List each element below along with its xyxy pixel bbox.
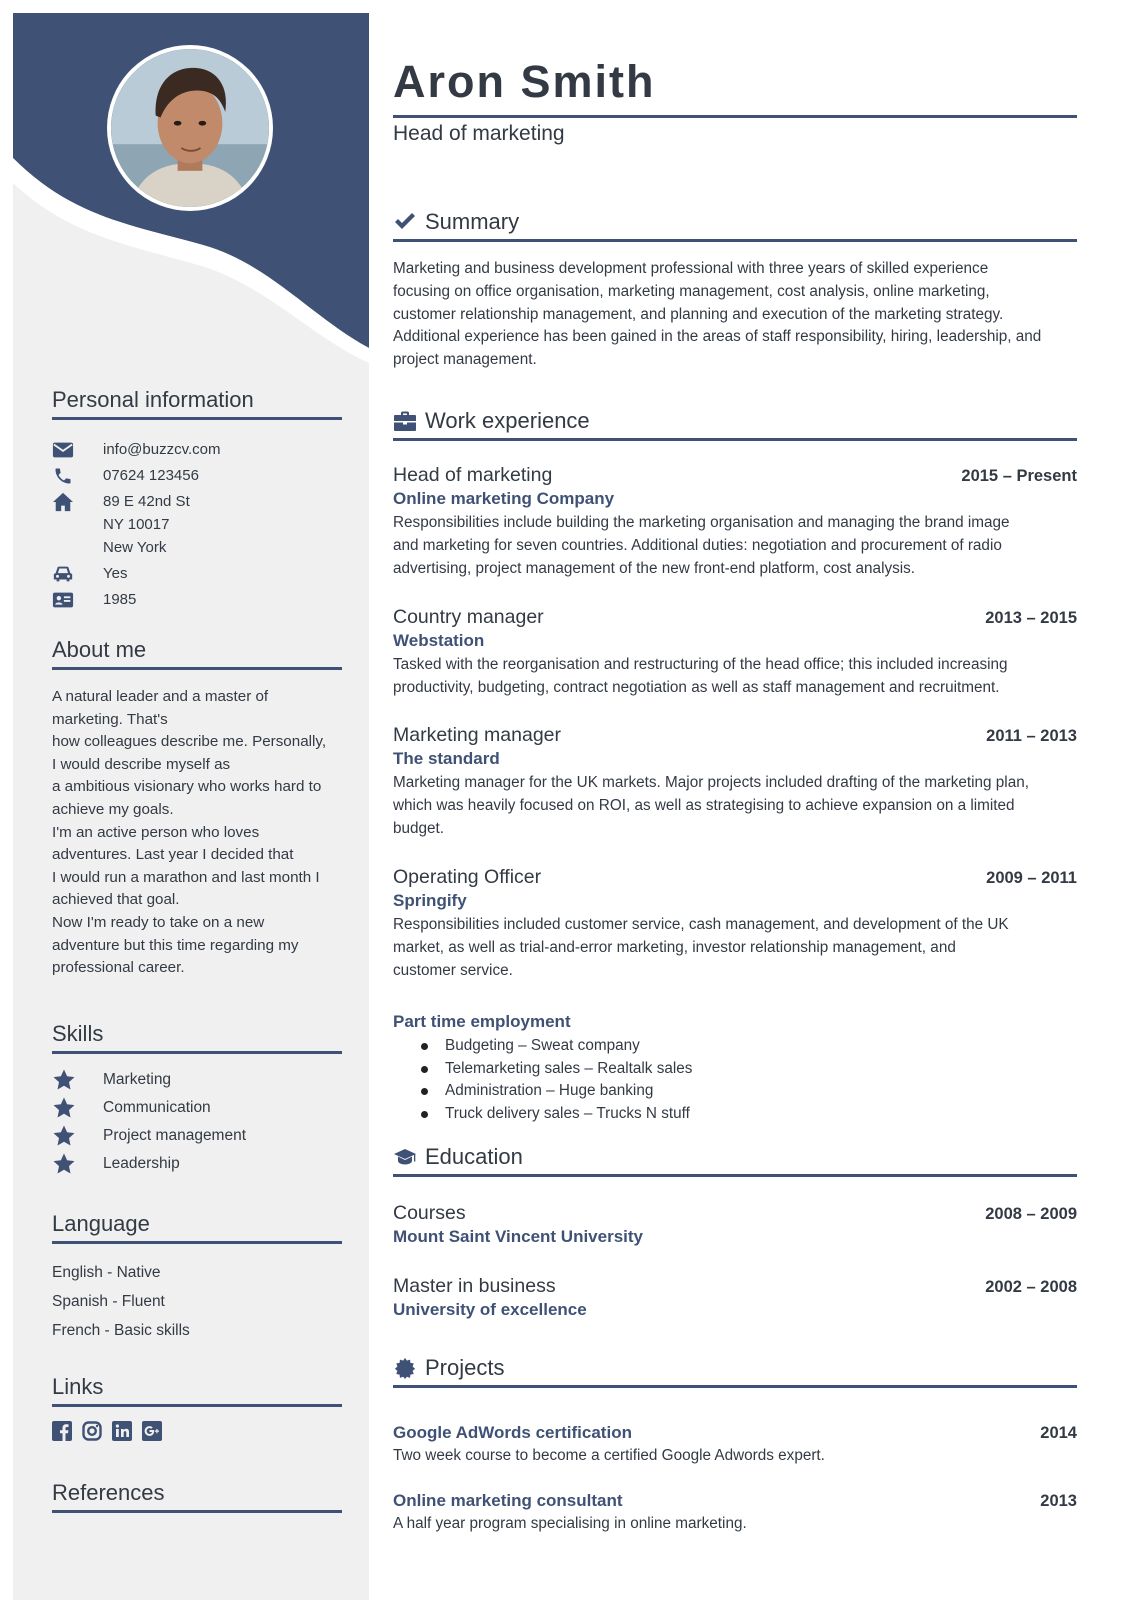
- driving-license-row: [52, 562, 342, 585]
- job-description-line: customer service.: [393, 961, 513, 979]
- personal-information-heading: Personal information: [52, 387, 342, 420]
- skill-label: Project management: [103, 1127, 247, 1144]
- summary-heading: Summary: [425, 208, 520, 234]
- projects-heading: Projects: [425, 1354, 505, 1380]
- profile-photo: [107, 45, 273, 211]
- linkedin-icon[interactable]: [112, 1421, 132, 1441]
- phone-icon: [52, 464, 103, 487]
- job-date: 2011 – 2013: [986, 727, 1077, 745]
- about-line: I would run a marathon and last month I: [52, 868, 320, 886]
- job-company: Springify: [393, 891, 467, 910]
- email-value[interactable]: info@buzzcv.com: [103, 441, 221, 458]
- star-icon: [52, 1124, 103, 1148]
- job-description: [393, 914, 1077, 982]
- language-section: [52, 1211, 342, 1345]
- skill-item: [52, 1066, 342, 1094]
- part-time-employment: [393, 1012, 1077, 1125]
- phone-value: 07624 123456: [103, 467, 199, 484]
- about-line: adventures. Last year I decided that: [52, 846, 294, 864]
- project-date: 2013: [1040, 1492, 1077, 1510]
- project-description: A half year program specialising in online marketing.: [393, 1515, 747, 1532]
- job-entry: [393, 464, 1077, 580]
- education-school: Mount Saint Vincent University: [393, 1227, 644, 1246]
- projects-section: [393, 1354, 1077, 1388]
- project-date: 2014: [1040, 1424, 1077, 1442]
- sidebar: [13, 13, 369, 1600]
- skill-label: Leadership: [103, 1155, 180, 1172]
- summary-section: [393, 208, 1077, 372]
- skill-item: [52, 1094, 342, 1122]
- education-entry: [393, 1202, 1077, 1247]
- about-line: I'm an active person who loves: [52, 823, 260, 841]
- project-entry: [393, 1423, 1077, 1468]
- about-line: achieved that goal.: [52, 891, 180, 909]
- skill-item: [52, 1122, 342, 1150]
- badge-icon: [393, 1357, 425, 1379]
- summary-line: customer relationship management, and planning and execution of the marketing strategy.: [393, 305, 1004, 323]
- google-plus-icon[interactable]: [142, 1421, 162, 1441]
- links-heading: Links: [52, 1374, 342, 1407]
- briefcase-icon: [393, 410, 425, 432]
- star-icon: [52, 1068, 103, 1092]
- job-description: [393, 772, 1077, 840]
- job-description-line: market, as well as trial-and-error marketing, investor relationship management, and: [393, 938, 956, 956]
- about-me-text: [52, 686, 342, 980]
- work-experience-section: [393, 407, 1077, 441]
- candidate-name: Aron Smith: [393, 56, 656, 107]
- language-heading: Language: [52, 1211, 342, 1244]
- about-line: Now I'm ready to take on a new: [52, 913, 265, 931]
- education-date: 2008 – 2009: [985, 1205, 1077, 1223]
- education-title: Master in business: [393, 1275, 556, 1297]
- skill-label: Marketing: [103, 1071, 172, 1088]
- address-line: NY 10017: [103, 516, 170, 533]
- about-line: I would describe myself as: [52, 755, 231, 773]
- candidate-title: Head of marketing: [393, 122, 565, 145]
- address-line: New York: [103, 539, 167, 556]
- education-title: Courses: [393, 1202, 466, 1224]
- about-line: a ambitious visionary who works hard to: [52, 778, 322, 796]
- education-section: [393, 1143, 1077, 1177]
- part-time-item: Telemarketing sales – Realtalk sales: [393, 1058, 1077, 1081]
- job-description-line: productivity, budgeting, contract negotiation as well as staff management and recruitment.: [393, 678, 1000, 696]
- language-item: Spanish - Fluent: [52, 1293, 165, 1310]
- about-line: professional career.: [52, 959, 185, 977]
- personal-information-section: [52, 387, 342, 614]
- job-title: Marketing manager: [393, 724, 561, 746]
- job-date: 2015 – Present: [961, 467, 1077, 485]
- about-me-heading: About me: [52, 637, 342, 670]
- about-line: marketing. That's: [52, 710, 168, 728]
- job-description: [393, 654, 1077, 700]
- part-time-item: Administration – Huge banking: [393, 1080, 1077, 1103]
- job-description-line: which was heavily focused on ROI, as well as strategising to achieve expansion on a limited: [393, 796, 1015, 814]
- work-experience-heading: Work experience: [425, 407, 590, 433]
- about-line: adventure but this time regarding my: [52, 936, 299, 954]
- about-line: achieve my goals.: [52, 800, 174, 818]
- references-heading: References: [52, 1480, 342, 1513]
- part-time-item: Budgeting – Sweat company: [393, 1035, 1077, 1058]
- education-heading: Education: [425, 1143, 523, 1169]
- job-description-line: Responsibilities include building the marketing organisation and managing the brand image: [393, 514, 1010, 531]
- job-entry: [393, 724, 1077, 840]
- about-line: how colleagues describe me. Personally,: [52, 733, 327, 751]
- driving-license-value: Yes: [103, 565, 128, 582]
- phone-row: [52, 464, 342, 487]
- job-entry: [393, 606, 1077, 700]
- education-date: 2002 – 2008: [985, 1278, 1077, 1296]
- job-company: Webstation: [393, 631, 485, 650]
- id-card-icon: [52, 588, 103, 611]
- about-line: A natural leader and a master of: [52, 688, 269, 705]
- job-description-line: Marketing manager for the UK markets. Major projects included drafting of the marketing plan,: [393, 774, 1029, 791]
- email-row: [52, 438, 342, 461]
- summary-line: Additional experience has been gained in the areas of staff responsibility, hiring, leadership, and: [393, 328, 1042, 346]
- part-time-heading: Part time employment: [393, 1012, 571, 1031]
- envelope-icon: [52, 438, 103, 461]
- education-school: University of excellence: [393, 1300, 587, 1319]
- job-description-line: Tasked with the reorganisation and restructuring of the head office; this included increasing: [393, 656, 1008, 673]
- summary-line: Marketing and business development professional with three years of skilled experience: [393, 260, 989, 277]
- job-title: Country manager: [393, 606, 544, 628]
- project-description: Two week course to become a certified Google Adwords expert.: [393, 1447, 825, 1464]
- language-item: English - Native: [52, 1264, 161, 1281]
- project-title: Google AdWords certification: [393, 1423, 632, 1442]
- language-item: French - Basic skills: [52, 1322, 190, 1339]
- address-lines: [103, 490, 190, 559]
- references-section: [52, 1480, 342, 1513]
- checkmark-icon: [393, 211, 425, 233]
- star-icon: [52, 1096, 103, 1120]
- address-row: [52, 490, 342, 559]
- summary-line: focusing on office organisation, marketing management, cost analysis, online marketing,: [393, 282, 990, 300]
- job-company: The standard: [393, 749, 500, 768]
- job-description-line: budget.: [393, 819, 445, 837]
- part-time-item: Truck delivery sales – Trucks N stuff: [393, 1103, 1077, 1126]
- job-date: 2013 – 2015: [985, 609, 1077, 627]
- project-title: Online marketing consultant: [393, 1491, 623, 1510]
- graduation-cap-icon: [393, 1146, 425, 1168]
- birth-year-row: [52, 588, 342, 611]
- job-description-line: and marketing for seven countries. Additional duties: negotiation and procurement of radio: [393, 536, 1002, 554]
- skills-section: [52, 1021, 342, 1178]
- job-company: Online marketing Company: [393, 489, 615, 508]
- links-section: [52, 1374, 342, 1441]
- summary-line: project management.: [393, 351, 537, 369]
- skill-item: [52, 1150, 342, 1178]
- skills-heading: Skills: [52, 1021, 342, 1054]
- star-icon: [52, 1152, 103, 1176]
- skill-label: Communication: [103, 1099, 211, 1116]
- summary-text: [393, 258, 1077, 372]
- facebook-icon[interactable]: [52, 1421, 72, 1441]
- project-entry: [393, 1491, 1077, 1536]
- job-description: [393, 512, 1077, 580]
- education-entry: [393, 1275, 1077, 1320]
- car-icon: [52, 562, 103, 585]
- birth-year-value: 1985: [103, 591, 137, 608]
- home-icon: [52, 490, 103, 513]
- name-divider: [393, 115, 1077, 118]
- instagram-icon[interactable]: [82, 1421, 102, 1441]
- job-title: Head of marketing: [393, 464, 553, 486]
- job-date: 2009 – 2011: [986, 869, 1077, 887]
- job-entry: [393, 866, 1077, 982]
- about-me-section: [52, 637, 342, 980]
- address-line: 89 E 42nd St: [103, 493, 190, 510]
- job-title: Operating Officer: [393, 866, 542, 888]
- job-description-line: advertising, project management of the new front-end platform, cost analysis.: [393, 559, 916, 577]
- job-description-line: Responsibilities included customer service, cash management, and development of the UK: [393, 916, 1009, 933]
